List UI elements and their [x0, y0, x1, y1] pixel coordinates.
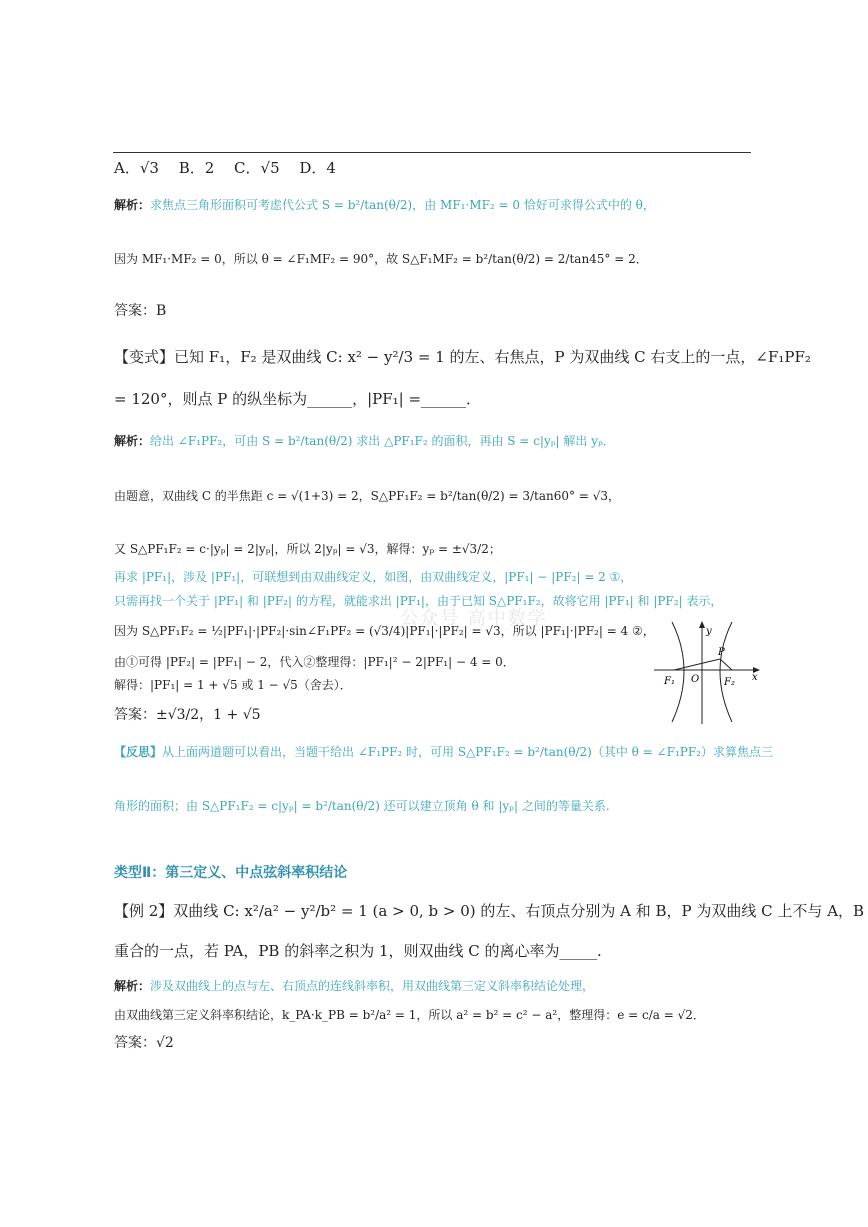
example2-line2: 重合的一点，若 PA，PB 的斜率之积为 1，则双曲线 C 的离心率为_____. — [114, 942, 602, 960]
variant-solution-line8: 解得：|PF₁| = 1 + √5 或 1 − √5（舍去）． — [114, 678, 352, 692]
origin-label: O — [691, 674, 700, 685]
reflection-label: 【反思】 — [114, 745, 163, 759]
segment-p-f2 — [720, 659, 732, 670]
variant-solution-line4: 再求 |PF₁|，涉及 |PF₁|，可联想到由双曲线定义，如图，由双曲线定义，|PF₁| − |PF₂| = 2 ①， — [114, 570, 633, 584]
reflection-line2: 角形的面积；由 S△PF₁F₂ = c|yₚ| = b²/tan(θ/2) 还可以建立顶角 θ 和 |yₚ| 之间的等量关系. — [114, 799, 610, 813]
variant-solution-line5: 只需再找一个关于 |PF₁| 和 |PF₂| 的方程，就能求出 |PF₁|，由于已知 S△PF₁F₂，故将它用 |PF₁| 和 |PF₂| 表示， — [114, 594, 723, 608]
segment-f1-p — [674, 659, 720, 670]
variant-solution-text1: 给出 ∠F₁PF₂，可由 S = b²/tan(θ/2) 求出 △PF₁F₂ 的面积，再由 S = c|yₚ| 解出 yₚ． — [150, 434, 615, 448]
reflection-text1: 从上面两道题可以看出，当题干给出 ∠F₁PF₂ 时，可用 S△PF₁F₂ = b²/tan(θ/2)（其中 θ = ∠F₁PF₂）求算焦点三 — [162, 745, 773, 759]
f1-label: F₁ — [664, 676, 675, 687]
solution-label: 解析： — [114, 198, 151, 212]
top-rule — [113, 152, 751, 153]
variant-solution-line2: 由题意，双曲线 C 的半焦距 c = √(1+3) = 2，S△PF₁F₂ = b²/tan(θ/2) = 3/tan60° = √3， — [114, 489, 620, 503]
example2-solution-line1 — [114, 977, 594, 994]
variant-solution-line7: 由①可得 |PF₂| = |PF₁| − 2，代入②整理得：|PF₁|² − 2|PF₁| − 4 = 0． — [114, 655, 515, 669]
variant-answer: 答案：±√3/2，1 + √5 — [114, 707, 261, 723]
watermark: 公众号 高中数学 — [400, 608, 548, 629]
variant-solution-line3: 又 S△PF₁F₂ = c·|yₚ| = 2|yₚ|，所以 2|yₚ| = √3，解得：yₚ = ±√3/2； — [114, 542, 501, 556]
example2-solution-text1: 涉及双曲线上的点与左、右顶点的连线斜率积，用双曲线第三定义斜率积结论处理， — [150, 979, 595, 993]
f2-label: F₂ — [724, 677, 735, 688]
example2-solution-label: 解析： — [114, 979, 151, 993]
example2-line1: 【例 2】双曲线 C: x²/a² − y²/b² = 1 (a > 0, b > 0) 的左、右顶点分别为 A 和 B，P 为双曲线 C 上不与 A，B — [114, 902, 865, 920]
example2-solution-line2: 由双曲线第三定义斜率积结论，k_PA·k_PB = b²/a² = 1，所以 a² = b² = c² − a²，整理得：e = c/a = √2． — [114, 1008, 705, 1022]
p-label: P — [718, 647, 725, 658]
solution1-line2: 因为 MF₁·MF₂ = 0，所以 θ = ∠F₁MF₂ = 90°，故 S△F₁MF₂ = b²/tan(θ/2) = 2/tan45° = 2． — [114, 252, 648, 266]
solution1-line1 — [114, 196, 655, 213]
reflection-line1 — [114, 743, 773, 760]
variant-solution-line1 — [114, 432, 615, 449]
variant-line2: = 120°，则点 P 的纵坐标为______，|PF₁| =______． — [114, 390, 482, 408]
y-axis-arrow — [699, 621, 705, 628]
variant-line1: 【变式】已知 F₁，F₂ 是双曲线 C: x² − y²/3 = 1 的左、右焦点，P 为双曲线 C 右支上的一点，∠F₁PF₂ — [114, 348, 811, 366]
solution1-text1: 求焦点三角形面积可考虑代公式 S = b²/tan(θ/2)，由 MF₁·MF₂ = 0 恰好可求得公式中的 θ， — [150, 198, 655, 212]
variant-solution-line6: 因为 S△PF₁F₂ = ½|PF₁|·|PF₂|·sin∠F₁PF₂ = (√3/4)|PF₁|·|PF₂| = √3，所以 |PF₁|·|PF₂| = 4 ②， — [114, 624, 655, 638]
options-line: A．√3 B．2 C．√5 D．4 — [114, 159, 336, 177]
type-heading: 类型Ⅱ：第三定义、中点弦斜率积结论 — [114, 865, 348, 881]
x-label: x — [752, 672, 758, 683]
right-branch — [720, 622, 732, 722]
variant-solution-label: 解析： — [114, 434, 151, 448]
left-branch — [672, 622, 684, 722]
hyperbola-figure — [652, 618, 762, 726]
solution1-answer: 答案：B — [114, 303, 167, 319]
example2-answer: 答案：√2 — [114, 1035, 174, 1051]
y-label: y — [706, 626, 712, 637]
